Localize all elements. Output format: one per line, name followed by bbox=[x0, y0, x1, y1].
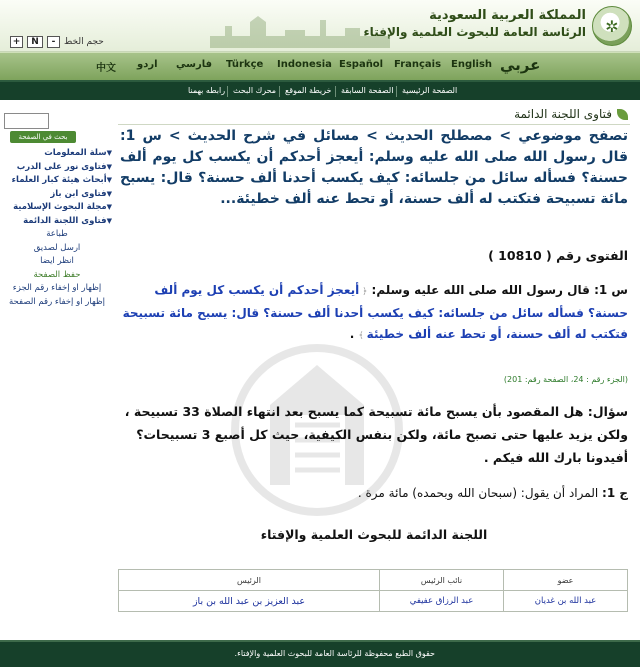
sidebar-item-label: فتاوى ابن باز bbox=[50, 188, 107, 199]
signatory-member[interactable]: عبد الله بن غديان bbox=[504, 591, 628, 612]
lang-english[interactable]: English bbox=[451, 59, 493, 70]
nav-separator bbox=[396, 86, 397, 97]
lang-persian[interactable]: فارسي bbox=[176, 59, 213, 70]
lang-chinese[interactable]: 中文 bbox=[96, 63, 116, 74]
site-header bbox=[0, 0, 640, 52]
answer-label: ج 1: bbox=[602, 486, 628, 500]
sidebar-item-label: أبحاث هيئة كبار العلماء bbox=[11, 175, 107, 185]
sidebar-item-ibn-baz[interactable] bbox=[2, 188, 112, 202]
toggle-page-number-link[interactable]: إظهار او إخفاء رقم الصفحة bbox=[8, 296, 105, 307]
font-size-control bbox=[10, 36, 104, 48]
palm-icon: ✲ bbox=[605, 16, 619, 36]
emblem-logo[interactable] bbox=[592, 6, 632, 46]
page-title-text: فتاوى اللجنة الدائمة bbox=[514, 107, 612, 121]
font-decrease-button[interactable]: - bbox=[47, 36, 60, 48]
fatwa-number: الفتوى رقم ( 10810 ) bbox=[488, 248, 628, 263]
sidebar-item-label: فتاوى نور على الدرب bbox=[16, 161, 107, 172]
send-to-friend-link[interactable]: ارسل لصديق bbox=[33, 242, 81, 253]
arrow-down-icon: ▼ bbox=[106, 176, 112, 184]
nav-separator bbox=[335, 86, 336, 97]
signatories-table bbox=[118, 569, 628, 612]
breadcrumb[interactable]: تصفح موضوعي > مصطلح الحديث > مسائل في شرح الحديث > س 1: قال رسول الله صلى الله عليه وسلم: أيعجز أحدكم أن يكسب كل يوم ألف حسنة؟ فسأله سائل من جلسائه: كيف يكسب أحدنا ألف حسنة؟ قال: يسبح مائة تسبيحة فتكتب له ألف حسنة، أو تحط عنه ألف خطيئة... bbox=[120, 128, 628, 207]
see-also-link[interactable]: انظر ايضا bbox=[40, 256, 74, 266]
lang-french[interactable]: Français bbox=[394, 59, 442, 70]
signatory-president[interactable]: عبد العزيز بن عبد الله بن باز bbox=[119, 591, 380, 612]
font-increase-button[interactable]: + bbox=[10, 36, 23, 48]
lang-turkish[interactable]: Türkçe bbox=[226, 59, 264, 70]
sidebar-item-permanent-committee[interactable] bbox=[2, 215, 112, 229]
main-nav bbox=[0, 80, 640, 100]
question-prefix: س 1: قال رسول الله صلى الله عليه وسلم: bbox=[367, 283, 628, 297]
save-page-link[interactable]: حفظ الصفحة bbox=[33, 269, 81, 280]
volume-reference: (الجزء رقم : 24، الصفحة رقم: 201) bbox=[503, 375, 628, 384]
page-title bbox=[514, 107, 628, 121]
site-footer bbox=[0, 640, 640, 667]
nav-search-engine[interactable]: محرك البحث bbox=[233, 86, 277, 95]
nav-sitemap[interactable]: خريطة الموقع bbox=[285, 86, 332, 95]
sidebar-search-input[interactable] bbox=[4, 113, 49, 129]
question-suffix: . bbox=[349, 327, 359, 341]
search-in-page-button[interactable]: بحث في الصفحة bbox=[10, 131, 76, 143]
org-name-line1: المملكة العربية السعودية bbox=[429, 8, 586, 23]
lang-urdu[interactable]: اردو bbox=[137, 59, 158, 70]
sidebar-item-senior-scholars[interactable] bbox=[2, 174, 112, 188]
nav-contact[interactable]: رابطه بهمنا bbox=[188, 86, 226, 95]
asker-question: سؤال: هل المقصود بأن يسبح مائة تسبيحة كما يسبح بعد انتهاء الصلاة 33 تسبيحة ، ولكن يزيد عليها حتى تصبح مائة، ولكن بنفس الكيفية، حيث كل أصبع 3 تسبيحات؟ أفيدونا بارك الله فيكم . bbox=[124, 404, 628, 465]
sidebar-item-label: مجلة البحوث الإسلامية bbox=[13, 202, 107, 212]
lang-spanish[interactable]: Español bbox=[339, 59, 384, 70]
arrow-down-icon: ▼ bbox=[106, 149, 112, 157]
header-vice-president: نائب الرئيس bbox=[380, 570, 504, 591]
sidebar-item-noor-fatwas[interactable] bbox=[2, 161, 112, 175]
answer-text: المراد أن يقول: (سبحان الله وبحمده) مائة مرة . bbox=[357, 486, 602, 500]
lang-arabic[interactable]: عربي bbox=[500, 56, 541, 74]
skyline-decoration bbox=[210, 14, 390, 48]
nav-separator bbox=[227, 86, 228, 97]
signatory-vice-president[interactable]: عبد الرزاق عفيفي bbox=[380, 591, 504, 612]
sidebar-item-info-basket[interactable] bbox=[2, 147, 112, 161]
leaf-icon bbox=[617, 109, 628, 120]
hadith-question bbox=[120, 280, 628, 347]
font-size-label: حجم الخط bbox=[64, 37, 104, 47]
toggle-volume-number-link[interactable]: إظهار او إخفاء رقم الجزء bbox=[12, 283, 102, 293]
sidebar-item-label: فتاوى اللجنة الدائمة bbox=[23, 215, 107, 226]
committee-name: اللجنة الدائمة للبحوث العلمية والإفتاء bbox=[260, 527, 488, 542]
arrow-down-icon: ▼ bbox=[106, 216, 112, 225]
org-name-line2: الرئاسة العامة للبحوث العلمية والإفتاء bbox=[363, 25, 586, 39]
nav-previous-page[interactable]: الصفحة السابقة bbox=[341, 86, 394, 95]
nav-home[interactable]: الصفحة الرئيسية bbox=[402, 86, 458, 95]
header-president: الرئيس bbox=[119, 570, 380, 591]
language-bar bbox=[0, 52, 640, 80]
lang-indonesian[interactable]: Indonesia bbox=[277, 59, 332, 70]
font-normal-button[interactable]: N bbox=[27, 36, 43, 48]
arrow-down-icon: ▼ bbox=[106, 162, 112, 171]
quote-close-icon: ﴾ bbox=[358, 331, 367, 341]
table-row bbox=[119, 570, 628, 591]
arrow-down-icon: ▼ bbox=[106, 203, 112, 211]
quote-open-icon: ﴿ bbox=[359, 287, 368, 297]
sidebar-item-label: سلة المعلومات bbox=[44, 148, 107, 158]
nav-separator bbox=[279, 86, 280, 97]
sidebar-menu bbox=[2, 147, 112, 309]
table-row bbox=[119, 591, 628, 612]
header-member: عضو bbox=[504, 570, 628, 591]
arrow-down-icon: ▼ bbox=[106, 189, 112, 198]
divider bbox=[118, 124, 630, 125]
sidebar-item-research-journal[interactable] bbox=[2, 201, 112, 215]
copyright-text: حقوق الطبع محفوظة للرئاسة العامة للبحوث العلمية والإفتاء. bbox=[234, 649, 435, 658]
question-quote: أيعجز أحدكم أن يكسب كل يوم ألف حسنة؟ فسأله سائل من جلسائه: كيف يكسب أحدنا ألف حسنة؟ قال: يسبح مائة تسبيحة فتكتب له ألف حسنة، أو تحط عنه ألف خطيئة bbox=[122, 283, 628, 341]
answer bbox=[358, 486, 628, 500]
print-link[interactable]: طباعة bbox=[46, 229, 68, 239]
